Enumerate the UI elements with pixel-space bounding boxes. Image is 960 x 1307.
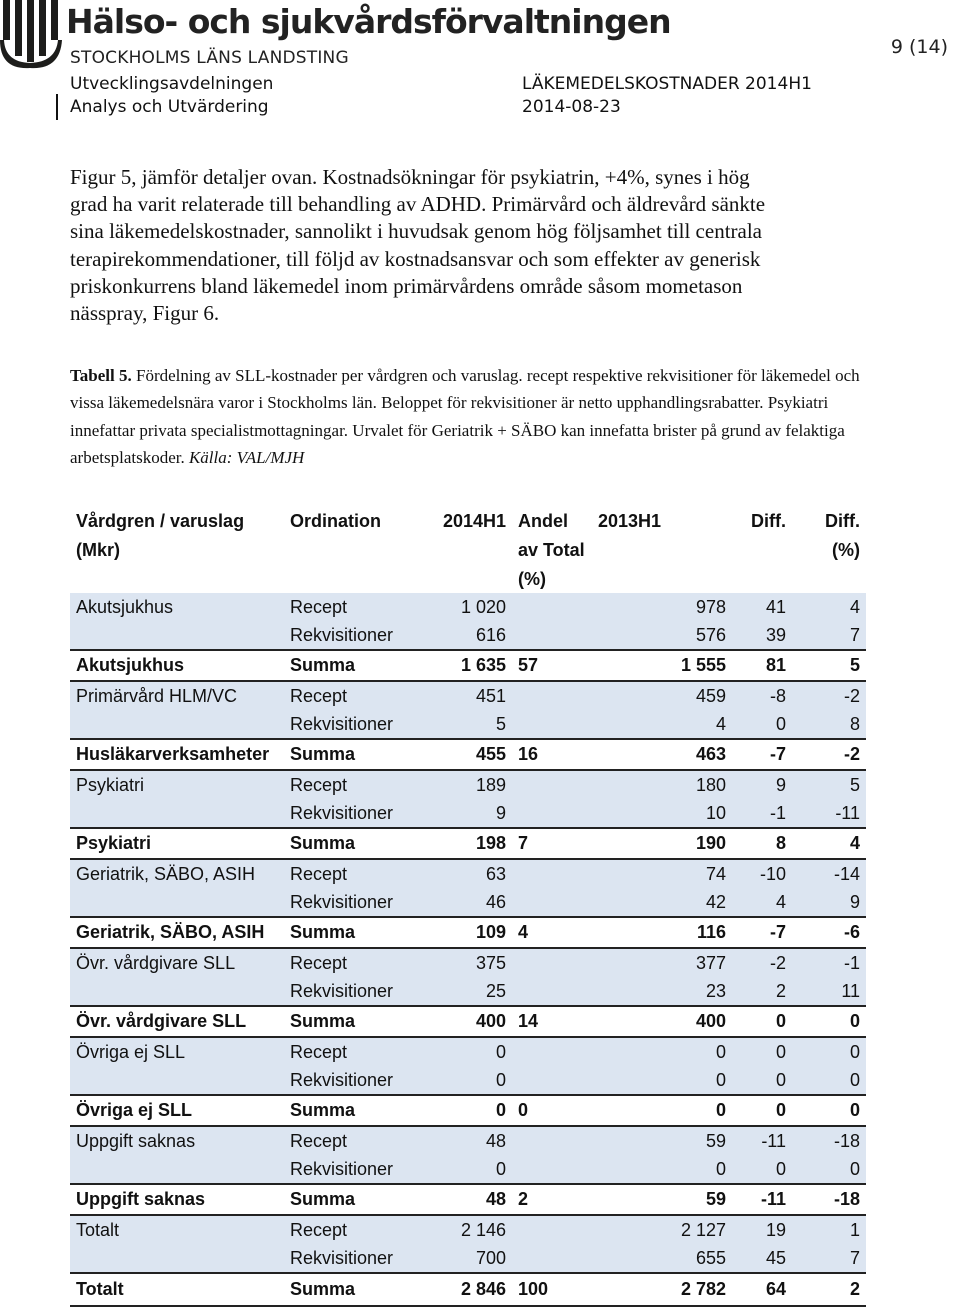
caption-label: Tabell 5. xyxy=(70,366,132,385)
cell-diff: -7 xyxy=(732,917,792,948)
cell-2013h1: 0 xyxy=(592,1037,732,1066)
col-header-vardgren-unit: (Mkr) xyxy=(76,540,120,560)
cell-2013h1: 59 xyxy=(592,1184,732,1215)
col-header-ordination: Ordination xyxy=(290,511,381,531)
cell-vardgren: Uppgift saknas xyxy=(70,1184,284,1215)
table-row-summa xyxy=(70,1184,866,1215)
cell-diff: -10 xyxy=(732,859,792,888)
table-header-row xyxy=(70,506,866,535)
table-row-summa xyxy=(70,917,866,948)
cell-diff-pct: 1 xyxy=(792,1215,866,1244)
col-header-andel: Andel xyxy=(518,511,569,531)
org-title: Hälso- och sjukvårdsförvaltningen xyxy=(66,2,671,41)
cell-diff-pct: 11 xyxy=(792,977,866,1006)
header-department: Utvecklingsavdelningen xyxy=(70,74,274,94)
cell-diff-pct: -6 xyxy=(792,917,866,948)
cell-ordination: Recept xyxy=(284,593,410,621)
cell-2013h1: 190 xyxy=(592,828,732,859)
cell-ordination: Summa xyxy=(284,1184,410,1215)
cell-diff: 2 xyxy=(732,977,792,1006)
table-row-recept xyxy=(70,1037,866,1066)
cell-ordination: Rekvisitioner xyxy=(284,1244,410,1273)
cell-ordination: Summa xyxy=(284,917,410,948)
cell-ordination: Summa xyxy=(284,828,410,859)
cell-diff: 0 xyxy=(732,1066,792,1095)
cell-2013h1: 978 xyxy=(592,593,732,621)
page-number: 9 (14) xyxy=(890,36,948,58)
cell-ordination: Rekvisitioner xyxy=(284,710,410,739)
cell-2014h1: 63 xyxy=(410,859,512,888)
table-header-row xyxy=(70,535,866,564)
cell-ordination: Rekvisitioner xyxy=(284,1066,410,1095)
cell-diff: 39 xyxy=(732,621,792,650)
cell-2014h1: 1 020 xyxy=(410,593,512,621)
cell-diff-pct: 9 xyxy=(792,888,866,917)
cell-diff-pct: -1 xyxy=(792,948,866,977)
cell-diff-pct: -18 xyxy=(792,1184,866,1215)
cell-2013h1: 2 127 xyxy=(592,1215,732,1244)
col-header-2013h1: 2013H1 xyxy=(598,511,662,531)
cell-2013h1: 10 xyxy=(592,799,732,828)
table-row-rekvisitioner xyxy=(70,1066,866,1095)
cell-diff-pct: 0 xyxy=(792,1095,866,1126)
cell-andel: 14 xyxy=(512,1006,592,1037)
cell-diff: -7 xyxy=(732,739,792,770)
cell-2014h1: 46 xyxy=(410,888,512,917)
table-row-summa xyxy=(70,828,866,859)
body-paragraph xyxy=(70,164,870,327)
cell-2013h1: 116 xyxy=(592,917,732,948)
cell-vardgren: Övr. vårdgivare SLL xyxy=(70,1006,284,1037)
cell-2014h1: 189 xyxy=(410,770,512,799)
cell-vardgren: Akutsjukhus xyxy=(70,650,284,681)
cell-diff-pct: -11 xyxy=(792,799,866,828)
cell-2014h1: 2 146 xyxy=(410,1215,512,1244)
cell-vardgren: Psykiatri xyxy=(70,770,284,799)
cell-2014h1: 0 xyxy=(410,1066,512,1095)
cell-ordination: Summa xyxy=(284,650,410,681)
body-line: sina läkemedelskostnader, sannolikt i huvudsak genom hög följsamhet till centrala xyxy=(70,219,762,244)
table-row-rekvisitioner xyxy=(70,888,866,917)
table-row-rekvisitioner xyxy=(70,621,866,650)
cell-2013h1: 4 xyxy=(592,710,732,739)
table-row-recept xyxy=(70,593,866,621)
cell-ordination: Recept xyxy=(284,770,410,799)
cell-diff: 0 xyxy=(732,1037,792,1066)
cell-vardgren: Geriatrik, SÄBO, ASIH xyxy=(70,917,284,948)
cell-2014h1: 25 xyxy=(410,977,512,1006)
col-header-diff-pct-unit: (%) xyxy=(832,540,860,560)
table-row-recept xyxy=(70,770,866,799)
cell-diff: -2 xyxy=(732,948,792,977)
cell-diff-pct: 0 xyxy=(792,1006,866,1037)
col-header-andel-unit: (%) xyxy=(518,569,546,589)
cell-2014h1: 616 xyxy=(410,621,512,650)
cell-andel: 7 xyxy=(512,828,592,859)
table-row-rekvisitioner xyxy=(70,710,866,739)
cell-2014h1: 198 xyxy=(410,828,512,859)
sll-logo-icon xyxy=(0,0,64,70)
cell-2014h1: 0 xyxy=(410,1095,512,1126)
table-row-recept xyxy=(70,1215,866,1244)
cell-andel: 2 xyxy=(512,1184,592,1215)
table-row-summa xyxy=(70,739,866,770)
table-header-row xyxy=(70,564,866,593)
cell-2014h1: 9 xyxy=(410,799,512,828)
table-row-recept xyxy=(70,681,866,710)
cell-2014h1: 0 xyxy=(410,1155,512,1184)
cell-vardgren: Uppgift saknas xyxy=(70,1126,284,1155)
cell-vardgren: Geriatrik, SÄBO, ASIH xyxy=(70,859,284,888)
cell-vardgren: Övriga ej SLL xyxy=(70,1095,284,1126)
header-doc-title: LÄKEMEDELSKOSTNADER 2014H1 xyxy=(522,74,812,94)
table-row-summa xyxy=(70,1006,866,1037)
body-line: terapirekommendationer, till följd av kostnadsansvar och som effekter av generisk xyxy=(70,246,761,271)
cell-vardgren: Totalt xyxy=(70,1273,284,1306)
cell-vardgren: Totalt xyxy=(70,1215,284,1244)
cost-table xyxy=(70,506,866,1307)
cell-ordination: Recept xyxy=(284,1215,410,1244)
cell-2013h1: 0 xyxy=(592,1095,732,1126)
cell-2014h1: 0 xyxy=(410,1037,512,1066)
cell-diff: 81 xyxy=(732,650,792,681)
cell-ordination: Rekvisitioner xyxy=(284,799,410,828)
cell-ordination: Summa xyxy=(284,1273,410,1306)
table-row-rekvisitioner xyxy=(70,1244,866,1273)
cell-diff: -11 xyxy=(732,1184,792,1215)
cell-andel: 16 xyxy=(512,739,592,770)
cell-diff-pct: 0 xyxy=(792,1037,866,1066)
cell-2014h1: 109 xyxy=(410,917,512,948)
cell-2014h1: 455 xyxy=(410,739,512,770)
cell-ordination: Recept xyxy=(284,681,410,710)
cell-2014h1: 48 xyxy=(410,1184,512,1215)
cell-diff-pct: 0 xyxy=(792,1155,866,1184)
table-row-recept xyxy=(70,948,866,977)
cell-andel: 4 xyxy=(512,917,592,948)
cell-vardgren: Primärvård HLM/VC xyxy=(70,681,284,710)
col-header-andel-line2: av Total xyxy=(518,540,585,560)
cell-ordination: Summa xyxy=(284,1095,410,1126)
cell-diff-pct: -14 xyxy=(792,859,866,888)
header-unit: Analys och Utvärdering xyxy=(70,97,269,117)
table-row-rekvisitioner xyxy=(70,1155,866,1184)
cell-2013h1: 655 xyxy=(592,1244,732,1273)
col-header-diff: Diff. xyxy=(751,511,786,531)
cell-vardgren: Övr. vårdgivare SLL xyxy=(70,948,284,977)
cell-ordination: Recept xyxy=(284,1037,410,1066)
table-row-recept xyxy=(70,859,866,888)
cell-2013h1: 1 555 xyxy=(592,650,732,681)
cell-diff: 8 xyxy=(732,828,792,859)
cell-2014h1: 700 xyxy=(410,1244,512,1273)
cell-vardgren: Övriga ej SLL xyxy=(70,1037,284,1066)
cell-diff-pct: 4 xyxy=(792,828,866,859)
cell-diff-pct: 5 xyxy=(792,650,866,681)
cell-vardgren: Akutsjukhus xyxy=(70,593,284,621)
cell-ordination: Rekvisitioner xyxy=(284,888,410,917)
cell-andel: 57 xyxy=(512,650,592,681)
cell-ordination: Recept xyxy=(284,948,410,977)
cell-diff-pct: 7 xyxy=(792,621,866,650)
cell-2013h1: 180 xyxy=(592,770,732,799)
body-line: grad ha varit relaterade till behandling av ADHD. Primärvård och äldrevård sänkte xyxy=(70,192,766,217)
cell-diff: -11 xyxy=(732,1126,792,1155)
header-doc-date: 2014-08-23 xyxy=(522,97,621,117)
cell-diff: -8 xyxy=(732,681,792,710)
cell-diff-pct: 4 xyxy=(792,593,866,621)
cell-diff-pct: -2 xyxy=(792,681,866,710)
cell-2013h1: 377 xyxy=(592,948,732,977)
table-row-rekvisitioner xyxy=(70,799,866,828)
cell-ordination: Recept xyxy=(284,859,410,888)
cell-2013h1: 2 782 xyxy=(592,1273,732,1306)
col-header-2014h1: 2014H1 xyxy=(442,511,506,531)
cell-2013h1: 0 xyxy=(592,1155,732,1184)
cell-2014h1: 451 xyxy=(410,681,512,710)
body-line: Figur 5, jämför detaljer ovan. Kostnadsökningar för psykiatrin, +4%, synes i hög xyxy=(70,165,750,189)
cell-diff-pct: -2 xyxy=(792,739,866,770)
cell-andel: 100 xyxy=(512,1273,592,1306)
cell-ordination: Rekvisitioner xyxy=(284,1155,410,1184)
cell-diff: -1 xyxy=(732,799,792,828)
cell-diff: 0 xyxy=(732,710,792,739)
cell-diff: 0 xyxy=(732,1095,792,1126)
table-caption xyxy=(70,362,870,471)
cell-vardgren: Psykiatri xyxy=(70,828,284,859)
cell-diff-pct: 5 xyxy=(792,770,866,799)
cell-2013h1: 576 xyxy=(592,621,732,650)
cell-2013h1: 59 xyxy=(592,1126,732,1155)
cell-diff: 4 xyxy=(732,888,792,917)
cell-diff: 0 xyxy=(732,1006,792,1037)
body-line: priskonkurrens bland läkemedel inom primärvårdens område såsom mometason xyxy=(70,273,743,298)
table-row-recept xyxy=(70,1126,866,1155)
cell-diff: 41 xyxy=(732,593,792,621)
cell-2014h1: 48 xyxy=(410,1126,512,1155)
col-header-diff-pct: Diff. xyxy=(825,511,860,531)
cell-ordination: Summa xyxy=(284,739,410,770)
cell-diff-pct: -18 xyxy=(792,1126,866,1155)
org-subtitle: STOCKHOLMS LÄNS LANDSTING xyxy=(70,48,349,68)
cell-2013h1: 0 xyxy=(592,1066,732,1095)
cell-diff-pct: 0 xyxy=(792,1066,866,1095)
cell-2014h1: 1 635 xyxy=(410,650,512,681)
cell-ordination: Rekvisitioner xyxy=(284,977,410,1006)
cell-diff-pct: 2 xyxy=(792,1273,866,1306)
cell-ordination: Summa xyxy=(284,1006,410,1037)
cell-2013h1: 23 xyxy=(592,977,732,1006)
cell-2013h1: 463 xyxy=(592,739,732,770)
table-row-summa xyxy=(70,650,866,681)
cell-diff: 9 xyxy=(732,770,792,799)
cell-2013h1: 42 xyxy=(592,888,732,917)
caption-source: Källa: VAL/MJH xyxy=(188,447,305,467)
cell-ordination: Recept xyxy=(284,1126,410,1155)
cell-2014h1: 5 xyxy=(410,710,512,739)
cell-2014h1: 2 846 xyxy=(410,1273,512,1306)
cell-diff: 19 xyxy=(732,1215,792,1244)
header-divider xyxy=(56,94,58,120)
col-header-vardgren: Vårdgren / varuslag xyxy=(76,511,245,531)
cell-diff-pct: 8 xyxy=(792,710,866,739)
table-row-summa xyxy=(70,1273,866,1306)
cell-2013h1: 459 xyxy=(592,681,732,710)
cell-2013h1: 400 xyxy=(592,1006,732,1037)
cell-vardgren: Husläkarverksamheter xyxy=(70,739,284,770)
caption-text: Fördelning av SLL-kostnader per vårdgren och varuslag. recept respektive rekvisitioner för läkemedel och vissa läkemedelsnära varor i Stockholms län. Beloppet för rekvisitioner är netto upphandlingsrabatter. Psykiatri innefattar privata specialistmottagningar. Urvalet för Geriatrik + SÄBO kan innefatta brister på grund av felaktiga arbetsplatskoder. xyxy=(70,366,860,467)
cell-diff-pct: 7 xyxy=(792,1244,866,1273)
cell-diff: 64 xyxy=(732,1273,792,1306)
cell-diff: 45 xyxy=(732,1244,792,1273)
table-row-summa xyxy=(70,1095,866,1126)
cell-2014h1: 375 xyxy=(410,948,512,977)
body-line: nässpray, Figur 6. xyxy=(70,301,220,326)
cell-andel: 0 xyxy=(512,1095,592,1126)
cell-ordination: Rekvisitioner xyxy=(284,621,410,650)
cell-diff: 0 xyxy=(732,1155,792,1184)
cell-2014h1: 400 xyxy=(410,1006,512,1037)
cell-2013h1: 74 xyxy=(592,859,732,888)
table-row-rekvisitioner xyxy=(70,977,866,1006)
